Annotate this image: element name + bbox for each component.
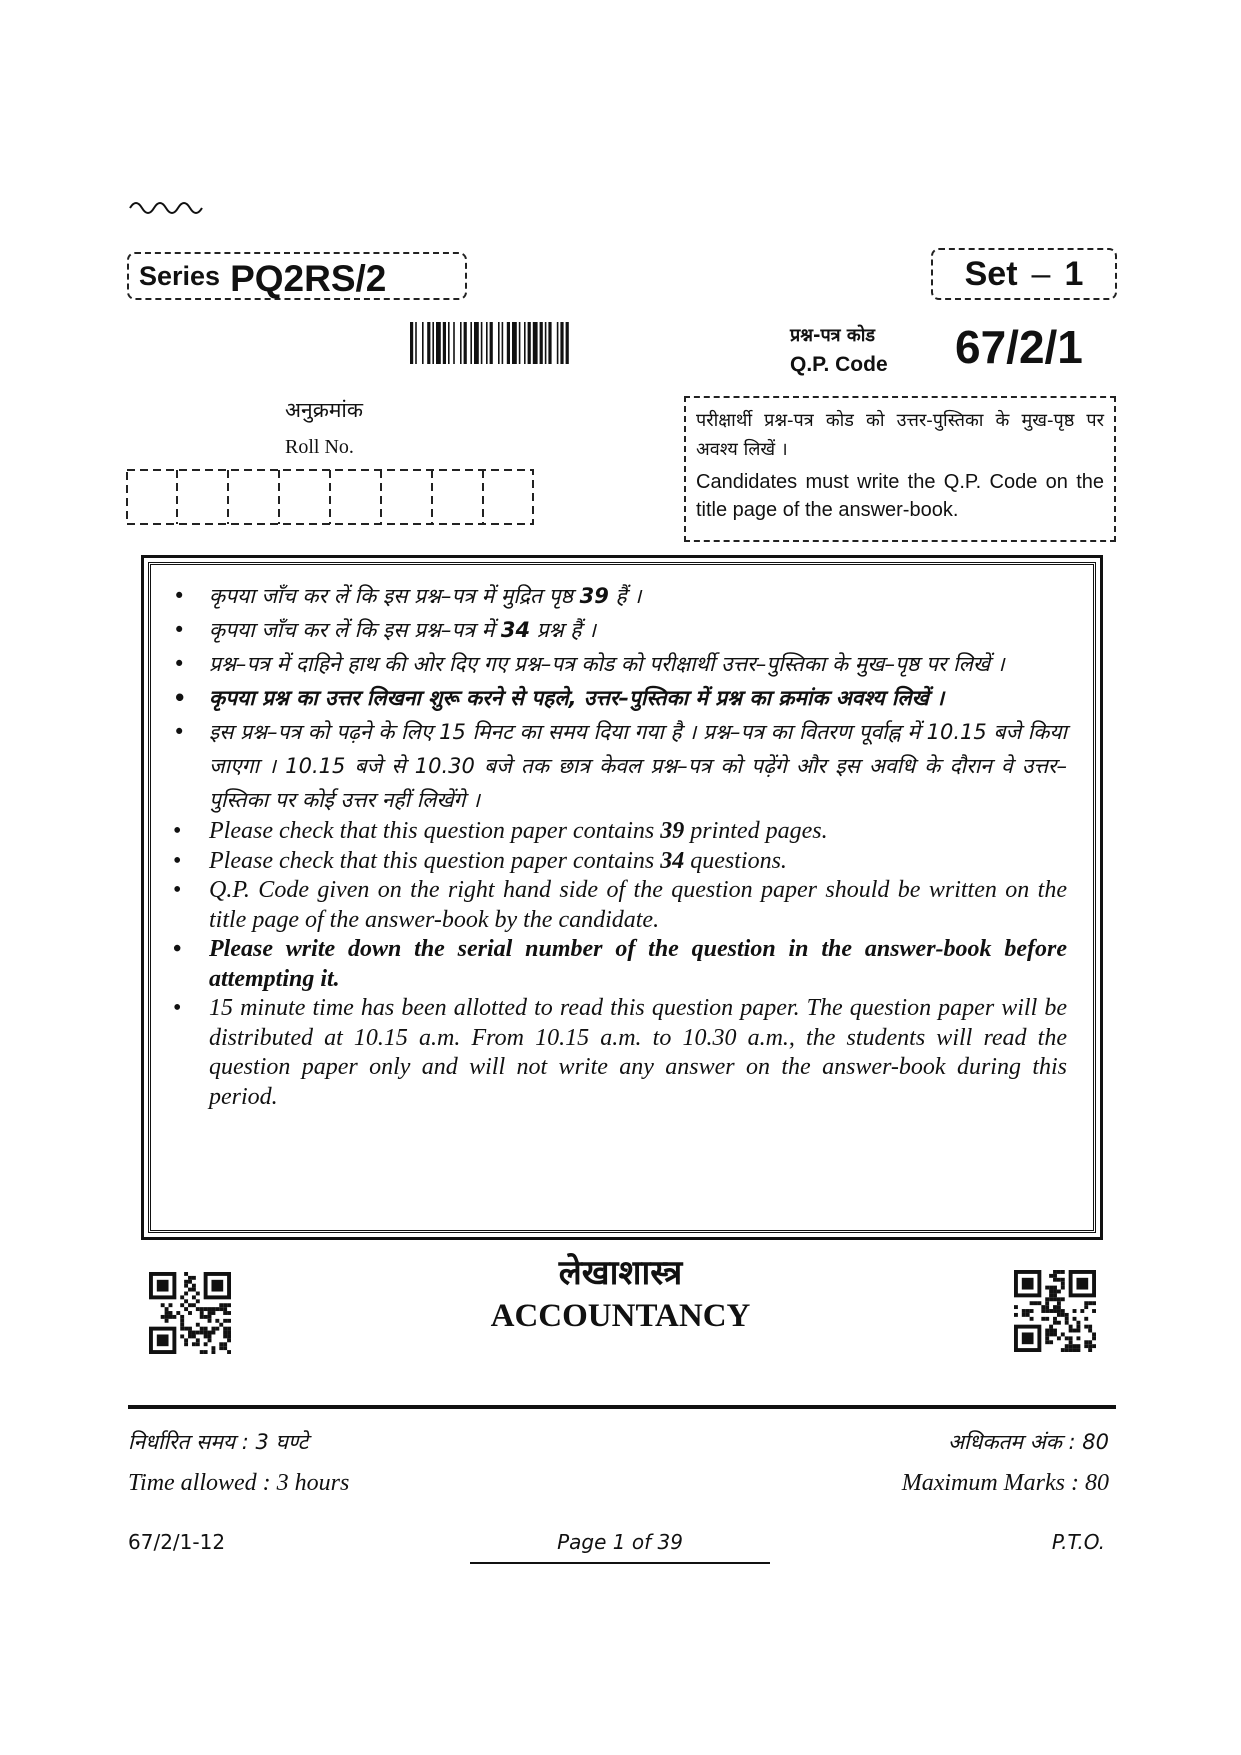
instruction-number: 34 <box>500 618 531 642</box>
bullet-icon: • <box>173 995 182 1021</box>
time-allowed-hindi: निर्धारित समय : 3 घण्टे <box>128 1430 309 1454</box>
bullet-icon: • <box>173 686 187 710</box>
time-allowed: Time allowed : 3 hours <box>128 1470 350 1496</box>
instruction-item <box>161 876 1067 935</box>
candidate-note-english: Candidates must write the Q.P. Code on the title page of the answer-book. <box>696 471 1104 521</box>
footer-code: 67/2/1-12 <box>128 1530 226 1554</box>
pto-label: P.T.O. <box>1051 1530 1105 1554</box>
instruction-item <box>161 847 1067 877</box>
subject-title: ACCOUNTANCY <box>490 1298 751 1334</box>
series-box <box>127 252 467 300</box>
instruction-item <box>161 817 1067 847</box>
bullet-icon: • <box>173 720 186 744</box>
bullet-icon: • <box>173 584 186 608</box>
instruction-number: 39 <box>579 584 609 608</box>
instruction-number: 39 <box>660 818 685 844</box>
instruction-item <box>161 579 1067 613</box>
set-dash: – <box>1031 254 1051 293</box>
candidate-note-hindi: परीक्षार्थी प्रश्न-पत्र कोड को उत्तर-पुस्तिका के मुख-पृष्ठ पर अवश्य लिखें । <box>696 410 1104 460</box>
instruction-item <box>161 681 1067 715</box>
instruction-text: प्रश्न–पत्र में दाहिने हाथ की ओर दिए गए प्रश्न–पत्र कोड को परीक्षार्थी उत्तर–पुस्तिका के मुख–पृष्ठ पर लिखें । <box>209 652 1005 676</box>
series-label: Series <box>139 260 221 291</box>
instruction-text: Please check that this question paper contains <box>209 818 661 844</box>
set-box <box>931 248 1117 300</box>
instruction-item <box>161 994 1067 1112</box>
instruction-text: कृपया प्रश्न का उत्तर लिखना शुरू करने से पहले, उत्तर–पुस्तिका में प्रश्न का क्रमांक अवश्य लिखें । <box>209 686 945 710</box>
bullet-icon: • <box>173 818 182 844</box>
instruction-item <box>161 935 1067 994</box>
bullet-icon: • <box>173 652 186 676</box>
set-value: 1 <box>1064 254 1084 293</box>
bullet-icon: • <box>173 618 186 642</box>
barcode-icon <box>410 322 610 364</box>
roll-number-boxes <box>125 468 535 526</box>
bullet-icon: • <box>173 847 182 874</box>
page-number-underline <box>470 1562 770 1564</box>
instruction-item <box>161 613 1067 647</box>
candidate-note-box <box>684 396 1116 542</box>
max-marks-hindi: अधिकतम अंक : 80 <box>947 1430 1109 1454</box>
roll-label-hindi: अनुक्रमांक <box>285 398 363 422</box>
roll-label: Roll No. <box>285 436 354 458</box>
tilde-mark-icon <box>128 196 210 216</box>
bullet-icon: • <box>173 877 182 903</box>
divider <box>128 1405 1116 1409</box>
instruction-text: कृपया जाँच कर लें कि इस प्रश्न–पत्र में <box>209 618 501 642</box>
qp-code-label-hindi: प्रश्न-पत्र कोड <box>790 325 875 346</box>
bullet-icon: • <box>173 936 182 962</box>
max-marks: Maximum Marks : 80 <box>901 1470 1109 1496</box>
instructions-box <box>141 555 1103 1240</box>
instruction-item <box>161 647 1067 681</box>
instruction-text: 15 minute time has been allotted to read this question paper. The question paper will be distributed at 10.15 a.m. From 10.15 a.m. to 10.30 a.m., the students will read the question paper only and will not write any answer on the answer-book during this period. <box>209 995 1067 1110</box>
instruction-text: Q.P. Code given on the right hand side of the question paper should be written on the title page of the answer-book by the candidate. <box>209 877 1067 933</box>
instruction-text: कृपया जाँच कर लें कि इस प्रश्न–पत्र में मुद्रित पृष्ठ <box>209 584 580 608</box>
set-label: Set <box>964 254 1018 293</box>
instruction-text: Please check that this question paper contains <box>209 847 661 874</box>
instructions-inner <box>148 562 1096 1233</box>
instruction-text: Please write down the serial number of the question in the answer-book before attempting it. <box>209 936 1067 992</box>
qp-code-label: Q.P. Code <box>790 353 888 376</box>
instruction-text: इस प्रश्न–पत्र को पढ़ने के लिए 15 मिनट का समय दिया गया है । प्रश्न–पत्र का वितरण पूर्वाह्न में 10.15 बजे किया जाएगा । 10.15 बजे से 10.30 बजे तक छात्र केवल प्रश्न–पत्र को पढ़ेंगे और इस अवधि के दौरान वे उत्तर–पुस्तिका पर कोई उत्तर नहीं लिखेंगे । <box>209 720 1067 812</box>
page-number: Page 1 of 39 <box>557 1530 683 1554</box>
subject-title-hindi: लेखाशास्त्र <box>558 1253 683 1293</box>
qp-code-value: 67/2/1 <box>955 321 1083 373</box>
instructions-list <box>161 579 1067 1112</box>
instruction-text: printed pages. <box>684 818 828 844</box>
instruction-item <box>161 715 1067 817</box>
instruction-text: प्रश्न हैं । <box>530 618 597 642</box>
instruction-number: 34 <box>660 847 685 874</box>
series-code: PQ2RS/2 <box>230 258 387 299</box>
instruction-text: questions. <box>684 847 787 874</box>
instruction-text: हैं । <box>608 584 642 608</box>
